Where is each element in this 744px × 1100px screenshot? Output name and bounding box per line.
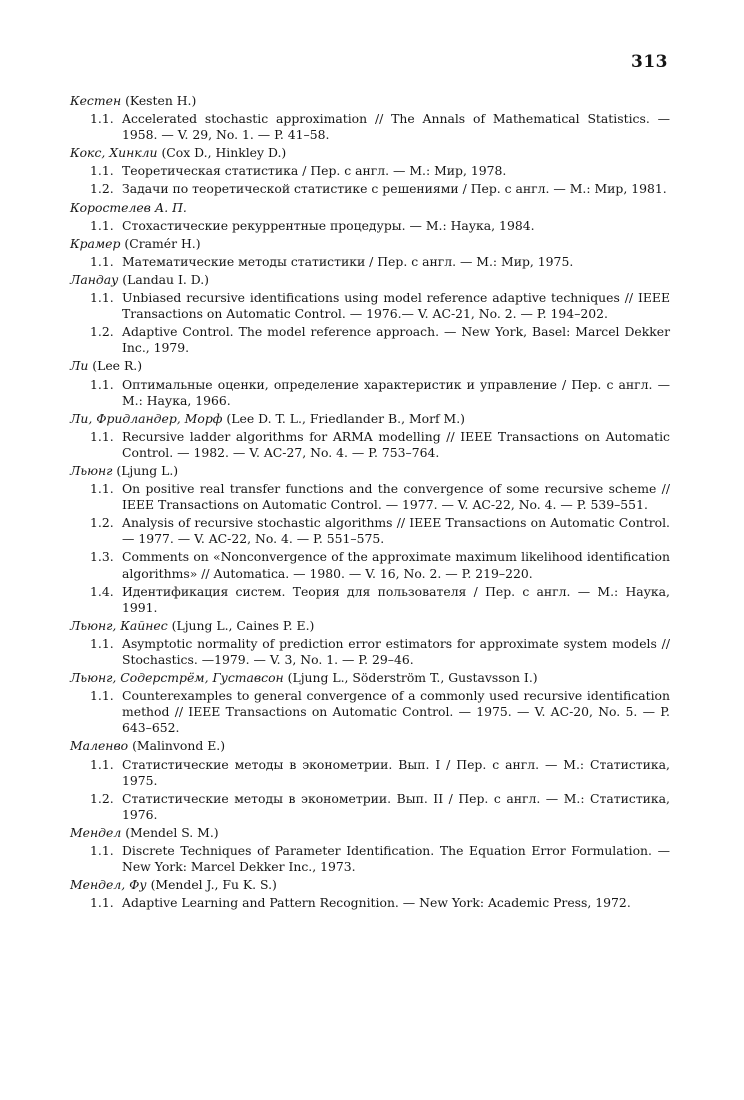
author-heading [70, 463, 670, 479]
author-name-russian: Мендел, Фу [70, 877, 147, 893]
author-name-latin: (Kesten H.) [125, 93, 197, 108]
entry-number: 1.1. [90, 163, 114, 179]
reference-entry [90, 688, 670, 736]
author-heading [70, 200, 670, 216]
author-name-russian: Льюнг, Кайнес [70, 617, 168, 633]
entry-number: 1.2. [90, 324, 114, 340]
entry-text: Оптимальные оценки, определение характеристик и управление / Пер. с англ. — М.: Наука, 1966. [122, 376, 670, 408]
entry-text: Статистические методы в эконометрии. Вып. II / Пер. с англ. — М.: Статистика, 1976. [122, 790, 670, 822]
reference-entry [90, 757, 670, 789]
author-name-russian: Льюнг [70, 462, 113, 478]
author-name-latin: (Ljung L.) [116, 462, 179, 478]
entry-number: 1.1. [90, 481, 114, 497]
author-name-russian: Льюнг, Содерстрём, Густавсон [70, 670, 284, 686]
entry-text: Adaptive Control. The model reference approach. — New York, Basel: Marcel Dekker Inc., 1979. [122, 324, 670, 356]
author-name-latin: (Lee D. T. L., Friedlander B., Morf M.) [226, 410, 466, 426]
entry-number: 1.1. [90, 428, 114, 444]
author-name-russian: Кокс, Хинкли [70, 145, 158, 161]
author-name-latin: (Ljung L., Caines P. E.) [171, 617, 315, 633]
entry-number: 1.2. [90, 515, 114, 531]
reference-entry [90, 791, 670, 823]
author-name-latin: (Mendel S. M.) [125, 824, 219, 840]
entry-text: Recursive ladder algorithms for ARMA modelling // IEEE Transactions on Automatic Control. — 1982. — V. AC-27, No. 4. — P. 753–764. [122, 428, 670, 460]
author-name-russian: Коростелев А. П. [70, 199, 187, 215]
entry-number: 1.1. [90, 843, 114, 859]
entry-text: Accelerated stochastic approximation // The Annals of Mathematical Statistics. — 1958. — V. 29, No. 1. — P. 41–58. [122, 111, 670, 143]
author-heading [70, 236, 670, 252]
author-name-latin: (Ljung L., Söderström T., Gustavsson I.) [287, 670, 538, 686]
reference-entry [90, 290, 670, 322]
reference-entry [90, 549, 670, 581]
entry-number: 1.1. [90, 895, 114, 911]
entry-number: 1.1. [90, 688, 114, 704]
entry-text: Asymptotic normality of prediction error estimators for approximate system models // Stochastics. —1979. — V. 3, No. 1. — P. 29–46. [122, 635, 670, 667]
entry-text: Статистические методы в эконометрии. Вып. I / Пер. с англ. — М.: Статистика, 1975. [122, 756, 670, 788]
entry-text: Counterexamples to general convergence of a commonly used recursive identification method // IEEE Transactions on Automatic Control. — 1975. — V. AC-20, No. 5. — P. 643–652. [122, 688, 670, 736]
author-name-russian: Ли [70, 358, 89, 374]
reference-entry [90, 111, 670, 143]
entry-text: Unbiased recursive identifications using model reference adaptive techniques // IEEE Transactions on Automatic Control. — 1976.— V. AC-21, No. 2. — P. 194–202. [122, 290, 670, 322]
author-heading [70, 272, 670, 288]
reference-entry [90, 843, 670, 875]
bibliography-list [70, 93, 670, 913]
reference-entry [90, 429, 670, 461]
author-heading [70, 738, 670, 754]
reference-entry [90, 181, 670, 197]
entry-text: Теоретическая статистика / Пер. с англ. — М.: Мир, 1978. [122, 163, 507, 179]
entry-text: Задачи по теоретической статистике с решениями / Пер. с англ. — М.: Мир, 1981. [122, 181, 667, 197]
author-name-latin: (Malinvond E.) [132, 738, 226, 754]
reference-entry [90, 515, 670, 547]
entry-text: Идентификация систем. Теория для пользователя / Пер. с англ. — М.: Наука, 1991. [122, 583, 670, 615]
author-heading [70, 618, 670, 634]
author-heading [70, 411, 670, 427]
author-heading [70, 670, 670, 686]
author-name-latin: (Cramér H.) [124, 235, 201, 251]
entry-number: 1.2. [90, 790, 114, 806]
author-name-russian: Ли, Фридландер, Морф [70, 410, 223, 426]
author-name-latin: (Cox D., Hinkley D.) [161, 145, 287, 161]
entry-text: Comments on «Nonconvergence of the approximate maximum likelihood identification algorithms» // Automatica. — 1980. — V. 16, No. 2. — P. 219–220. [122, 549, 670, 581]
author-name-latin: (Lee R.) [92, 358, 143, 374]
author-name-russian: Крамер [70, 235, 121, 251]
entry-number: 1.4. [90, 583, 114, 599]
entry-text: Discrete Techniques of Parameter Identification. The Equation Error Formulation. — New York: Marcel Dekker Inc., 1973. [122, 843, 670, 875]
author-heading [70, 877, 670, 893]
entry-text: Analysis of recursive stochastic algorithms // IEEE Transactions on Automatic Control. — 1977. — V. AC-22, No. 4. — P. 551–575. [122, 515, 670, 547]
entry-number: 1.3. [90, 549, 114, 565]
reference-entry [90, 377, 670, 409]
entry-number: 1.1. [90, 635, 114, 651]
author-heading [70, 145, 670, 161]
author-name-russian: Ландау [70, 271, 119, 287]
page-number: 313 [631, 52, 668, 72]
author-name-russian: Мендел [70, 824, 122, 840]
reference-entry [90, 584, 670, 616]
author-heading [70, 93, 670, 109]
author-name-russian: Кестен [70, 93, 122, 108]
entry-text: Adaptive Learning and Pattern Recognition. — New York: Academic Press, 1972. [122, 895, 631, 911]
reference-entry [90, 324, 670, 356]
author-name-russian: Маленво [70, 738, 129, 754]
entry-number: 1.1. [90, 376, 114, 392]
entry-number: 1.1. [90, 290, 114, 306]
entry-number: 1.2. [90, 181, 114, 197]
entry-number: 1.1. [90, 756, 114, 772]
entry-number: 1.1. [90, 111, 114, 127]
reference-entry [90, 895, 670, 911]
author-name-latin: (Landau I. D.) [122, 271, 209, 287]
reference-entry [90, 218, 670, 234]
entry-text: Математические методы статистики / Пер. с англ. — М.: Мир, 1975. [122, 253, 574, 269]
author-name-latin: (Mendel J., Fu K. S.) [150, 877, 277, 893]
entry-text: On positive real transfer functions and the convergence of some recursive scheme // IEEE Transactions on Automatic Control. — 1977. — V. AC-22, No. 4. — P. 539–551. [122, 481, 670, 513]
reference-entry [90, 254, 670, 270]
author-heading [70, 358, 670, 374]
entry-number: 1.1. [90, 253, 114, 269]
author-heading [70, 825, 670, 841]
entry-number: 1.1. [90, 217, 114, 233]
reference-entry [90, 636, 670, 668]
entry-text: Стохастические рекуррентные процедуры. — М.: Наука, 1984. [122, 217, 535, 233]
reference-entry [90, 481, 670, 513]
reference-entry [90, 163, 670, 179]
